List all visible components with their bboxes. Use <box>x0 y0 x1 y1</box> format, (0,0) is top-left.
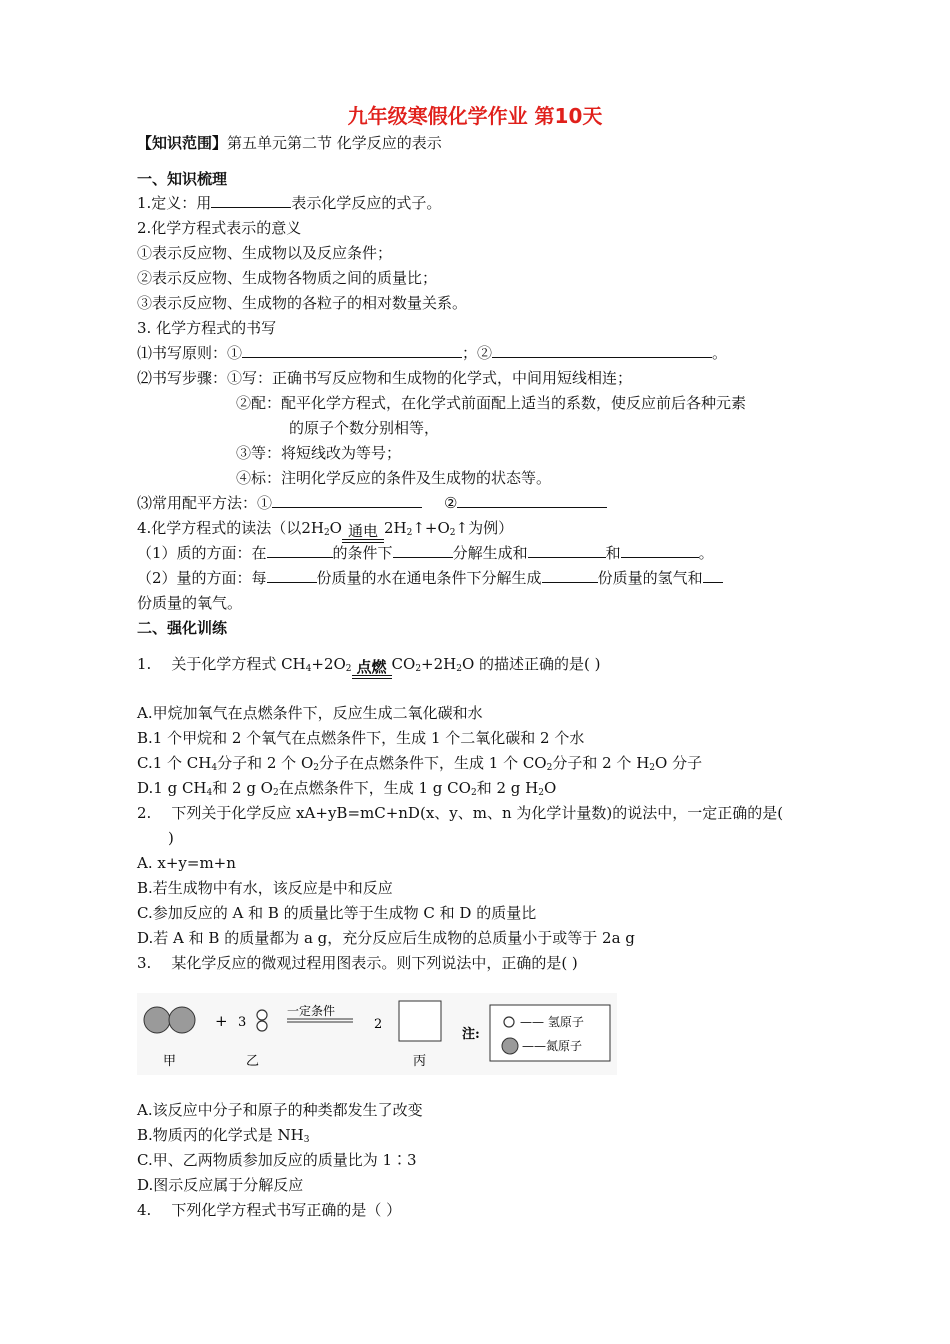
answer-blank[interactable] <box>492 343 712 358</box>
coefficient-2: 2 <box>374 1017 383 1032</box>
scope-label: 【知识范围】 <box>137 134 228 152</box>
label-jia: 甲 <box>163 1054 177 1069</box>
option-d: D.图示反应属于分解反应 <box>137 1176 304 1194</box>
option-d: D.若 A 和 B 的质量都为 a g，充分反应后生成物的总质量小于或等于 2a g <box>137 929 635 947</box>
option-a: A.该反应中分子和原子的种类都发生了改变 <box>137 1101 423 1119</box>
meaning-item: ②表示反应物、生成物各物质之间的质量比； <box>137 269 438 287</box>
section-heading-review: 一、知识梳理 <box>137 170 228 188</box>
option-d: D.1 g $CH_4$和 2 g $O_2$在点燃条件下，生成 1 g $CO_2$和 2 g $H_2O$ <box>137 779 557 798</box>
question-4: 4. 下列化学方程式书写正确的是（ ） <box>137 1201 402 1219</box>
label-bing: 丙 <box>413 1054 427 1069</box>
question-3: 3. 某化学反应的微观过程用图表示。则下列说法中，正确的是( ) <box>137 954 578 972</box>
meaning-item: ①表示反应物、生成物以及反应条件； <box>137 244 393 262</box>
option-c: C.1 个 $CH_4$分子和 2 个 $O_2$分子在点燃条件下，生成 1 个 $CO_2$分子和 2 个 $H_2O$ 分子 <box>137 754 703 773</box>
answer-blank[interactable] <box>267 568 317 583</box>
writing-step: 的原子个数分别相等， <box>289 419 440 437</box>
meaning-item: ③表示反应物、生成物的各粒子的相对数量关系。 <box>137 294 468 312</box>
writing-step: ③等：将短线改为等号； <box>236 444 402 462</box>
answer-blank[interactable] <box>528 543 606 558</box>
question-1: 1. 关于化学方程式 $CH_4+2O_2$ 点燃 $CO_2+2H_2O$ 的描述正确的是( ) <box>137 654 601 679</box>
option-a: A. x+y=m+n <box>137 854 236 872</box>
writing-principle-line: ⑴书写原则：① ；② 。 <box>137 344 728 362</box>
option-b: B.物质丙的化学式是 $NH_3$ <box>137 1126 310 1145</box>
reaction-diagram-svg <box>137 993 617 1075</box>
answer-blank[interactable] <box>211 193 291 208</box>
answer-blank[interactable] <box>267 543 333 558</box>
answer-blank[interactable] <box>703 568 723 583</box>
writing-step: ⑵书写步骤：①写：正确书写反应物和生成物的化学式，中间用短线相连； <box>137 369 633 387</box>
quantity-line-cont: 份质量的氧气。 <box>137 594 243 612</box>
option-b: B.1 个甲烷和 2 个氧气在点燃条件下，生成 1 个二氧化碳和 2 个水 <box>137 729 585 747</box>
quantity-line: （2）量的方面：每 份质量的水在通电条件下分解生成 份质量的氢气和 <box>137 568 723 588</box>
quality-line: （1）质的方面：在 的条件下 分解生成和 和 。 <box>137 544 714 562</box>
product-box <box>399 1001 441 1041</box>
label-yi: 乙 <box>246 1054 260 1069</box>
page-title: 九年级寒假化学作业 第10天 <box>347 104 603 128</box>
reaction-diagram <box>137 993 617 1075</box>
reaction-condition: 一定条件 <box>287 1004 336 1018</box>
section-heading-practice: 二、强化训练 <box>137 619 228 637</box>
legend-hydrogen: —— 氢原子 <box>520 1015 584 1029</box>
answer-blank[interactable] <box>542 568 598 583</box>
knowledge-scope <box>137 133 442 153</box>
note-label: 注: <box>462 1027 480 1042</box>
definition-line: 1.定义：用 表示化学反应的式子。 <box>137 194 442 212</box>
option-b: B.若生成物中有水，该反应是中和反应 <box>137 879 393 897</box>
writing-title: 3. 化学方程式的书写 <box>137 319 277 337</box>
writing-step: ④标：注明化学反应的条件及生成物的状态等。 <box>236 469 552 487</box>
question-2-tail: ) <box>168 829 174 847</box>
hydrogen-atom-icon <box>504 1017 514 1027</box>
condition-arrow: 通电 <box>342 523 384 543</box>
answer-blank[interactable] <box>242 343 462 358</box>
answer-blank[interactable] <box>393 543 453 558</box>
balancing-line: ⑶常用配平方法：① ② <box>137 493 607 513</box>
nitrogen-atom-icon <box>502 1038 518 1054</box>
writing-step: ②配：配平化学方程式，在化学式前面配上适当的系数，使反应前后各种元素 <box>236 394 747 412</box>
condition-arrow: 点燃 <box>352 659 392 679</box>
option-c: C.甲、乙两物质参加反应的质量比为 1∶3 <box>137 1151 417 1169</box>
coefficient-3: 3 <box>238 1015 247 1030</box>
answer-blank[interactable] <box>272 493 422 508</box>
reading-title: 4.化学方程式的读法（以$2H_2O$ 通电 $2H_2↑+O_2↑$为例） <box>137 518 513 543</box>
meaning-title: 2.化学方程式表示的意义 <box>137 219 302 237</box>
option-a: A.甲烷加氧气在点燃条件下，反应生成二氧化碳和水 <box>137 704 483 722</box>
answer-blank[interactable] <box>621 543 699 558</box>
scope-text: 第五单元第二节 化学反应的表示 <box>227 134 442 152</box>
plus-sign: + <box>215 1012 228 1030</box>
legend-nitrogen: ——氮原子 <box>522 1039 583 1053</box>
answer-blank[interactable] <box>457 493 607 508</box>
question-2: 2. 下列关于化学反应 xA+yB=mC+nD(x、y、m、n 为化学计量数)的说法中，一定正确的是( <box>137 804 784 822</box>
option-c: C.参加反应的 A 和 B 的质量比等于生成物 C 和 D 的质量比 <box>137 904 537 922</box>
